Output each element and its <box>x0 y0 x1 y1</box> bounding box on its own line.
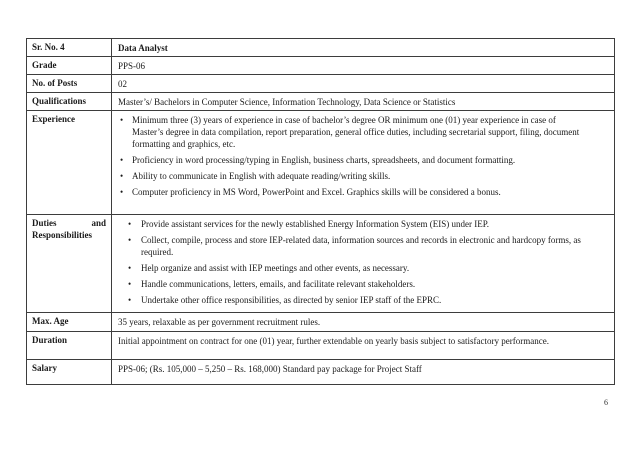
table-row-experience <box>27 111 615 215</box>
experience-bullet-list <box>118 114 589 198</box>
row-value-salary: PPS-06; (Rs. 105,000 – 5,250 – Rs. 168,000) Standard pay package for Project Staff <box>112 360 615 385</box>
row-label-duration: Duration <box>27 332 112 360</box>
row-label-experience: Experience <box>27 111 112 215</box>
row-value-max-age: 35 years, relaxable as per government recruitment rules. <box>112 313 615 332</box>
table-row-duration <box>27 332 615 360</box>
table-row-no-of-posts <box>27 75 615 93</box>
bullet-item: • Ability to communicate in English with adequate reading/writing skills. <box>118 170 589 182</box>
row-label-duties: Duties and Responsibilities <box>27 215 112 313</box>
row-label-salary: Salary <box>27 360 112 385</box>
bullet-item: • Provide assistant services for the newly established Energy Information System (EIS) under IEP. <box>118 218 589 230</box>
row-value-duties <box>112 215 615 313</box>
row-label-no-of-posts: No. of Posts <box>27 75 112 93</box>
bullet-item: • Minimum three (3) years of experience in case of bachelor’s degree OR minimum one (01) year experience in case of Master’s degree in data compilation, report preparation, general office duties, including secretarial support, filing, document formatting and graphics, etc. <box>118 114 589 150</box>
row-label-sr-no: Sr. No. 4 <box>27 39 112 57</box>
bullet-item: • Handle communications, letters, emails, and facilitate relevant stakeholders. <box>118 278 589 290</box>
row-value-qualifications: Master’s/ Bachelors in Computer Science, Information Technology, Data Science or Statistics <box>112 93 615 111</box>
row-label-max-age: Max. Age <box>27 313 112 332</box>
bullet-item: • Computer proficiency in MS Word, PowerPoint and Excel. Graphics skills will be considered a bonus. <box>118 186 589 198</box>
row-label-qualifications: Qualifications <box>27 93 112 111</box>
row-value-no-of-posts: 02 <box>112 75 615 93</box>
table-row-qualifications <box>27 93 615 111</box>
job-posting-table <box>26 38 615 385</box>
page-number: 6 <box>604 398 608 407</box>
duties-bullet-list <box>118 218 589 306</box>
row-value-position-title: Data Analyst <box>112 39 615 57</box>
row-value-grade: PPS-06 <box>112 57 615 75</box>
table-row-sr-no <box>27 39 615 57</box>
table-row-salary <box>27 360 615 385</box>
row-label-grade: Grade <box>27 57 112 75</box>
row-value-duration: Initial appointment on contract for one (01) year, further extendable on yearly basis subject to satisfactory performance. <box>112 332 615 360</box>
table-row-duties <box>27 215 615 313</box>
table-row-max-age <box>27 313 615 332</box>
bullet-item: • Collect, compile, process and store IEP-related data, information sources and records in electronic and hardcopy forms, as required. <box>118 234 589 258</box>
bullet-item: • Proficiency in word processing/typing in English, business charts, spreadsheets, and document formatting. <box>118 154 589 166</box>
row-value-experience <box>112 111 615 215</box>
bullet-item: • Undertake other office responsibilities, as directed by senior IEP staff of the EPRC. <box>118 294 589 306</box>
table-row-grade <box>27 57 615 75</box>
bullet-item: • Help organize and assist with IEP meetings and other events, as necessary. <box>118 262 589 274</box>
